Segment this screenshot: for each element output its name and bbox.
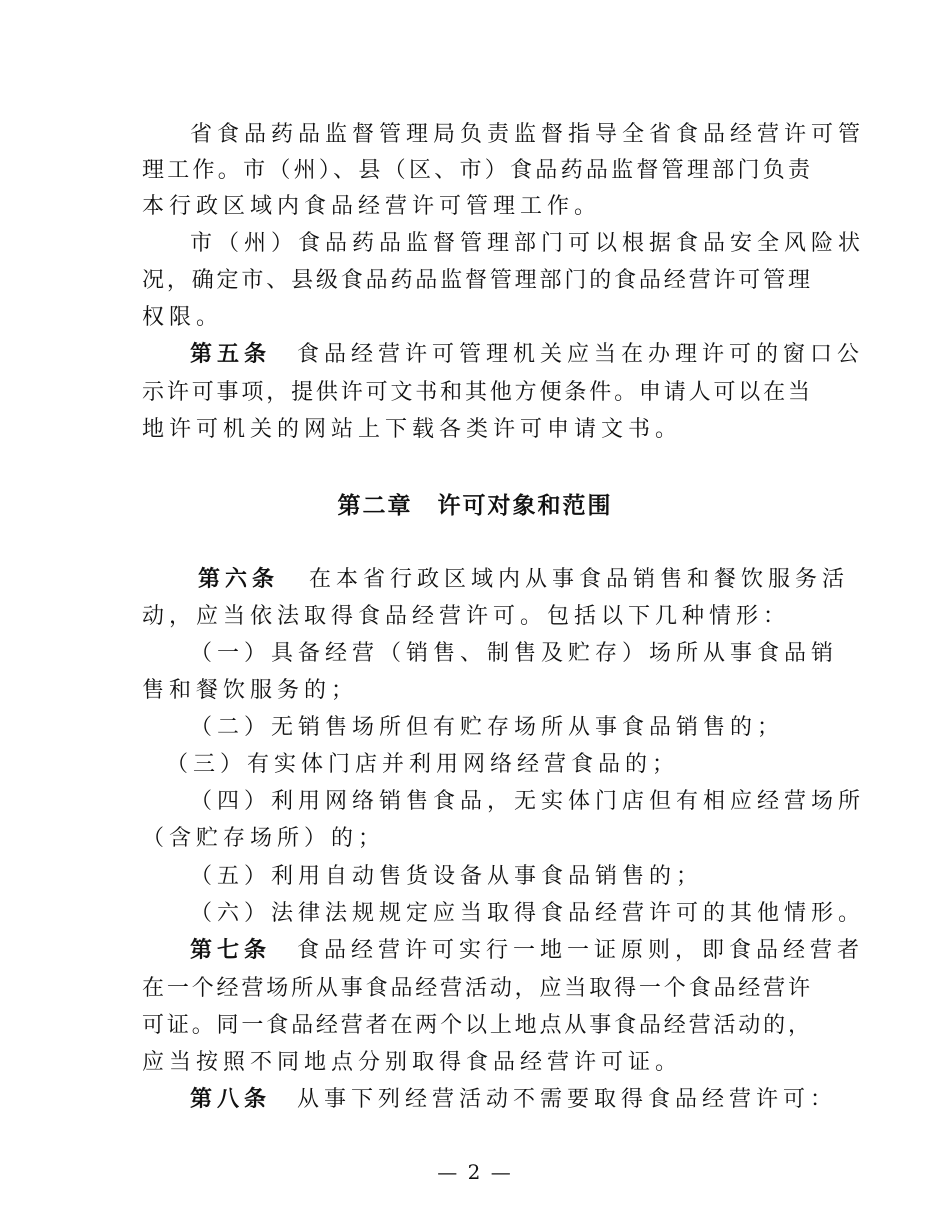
text-line: 在一个经营场所从事食品经营活动，应当取得一个食品经营许 bbox=[142, 976, 810, 1001]
text-line: 可证。同一食品经营者在两个以上地点从事食品经营活动的， bbox=[142, 1013, 810, 1038]
chapter-heading: 第二章 许可对象和范围 bbox=[337, 493, 613, 519]
text-span: 食品经营许可实行一地一证原则，即食品经营者 bbox=[297, 938, 865, 963]
text-span: 在本省行政区域内从事食品销售和餐饮服务活 bbox=[309, 567, 850, 592]
text-line: 示许可事项，提供许可文书和其他方便条件。申请人可以在当 bbox=[142, 380, 810, 405]
article-8-line bbox=[190, 1087, 837, 1113]
list-item: （四）利用网络销售食品，无实体门店但有相应经营场所 bbox=[190, 789, 866, 814]
article-label: 第八条 bbox=[190, 1087, 272, 1112]
list-item: （含贮存场所）的； bbox=[142, 826, 386, 851]
text-span: 食品经营许可管理机关应当在办理许可的窗口公 bbox=[297, 342, 865, 367]
list-item: （三）有实体门店并利用网络经营食品的； bbox=[166, 752, 680, 777]
article-6-line bbox=[198, 567, 849, 593]
list-item: 售和餐饮服务的； bbox=[142, 678, 359, 703]
page-number: — 2 — bbox=[437, 1160, 513, 1184]
article-label: 第五条 bbox=[190, 342, 272, 367]
text-line: 权限。 bbox=[142, 305, 224, 330]
text-line: 动，应当依法取得食品经营许可。包括以下几种情形： bbox=[142, 604, 791, 629]
text-line: 地许可机关的网站上下载各类许可申请文书。 bbox=[142, 417, 683, 442]
text-line: 理工作。市（州）、县（区、市）食品药品监督管理部门负责 bbox=[142, 158, 810, 183]
article-5-line bbox=[190, 342, 864, 368]
text-line: 市（州）食品药品监督管理部门可以根据食品安全风险状 bbox=[190, 231, 866, 256]
list-item: （二）无销售场所但有贮存场所从事食品销售的； bbox=[190, 715, 785, 740]
article-label: 第七条 bbox=[190, 938, 272, 963]
article-label: 第六条 bbox=[198, 567, 280, 592]
list-item: （五）利用自动售货设备从事食品销售的； bbox=[190, 864, 704, 889]
list-item: （一）具备经营（销售、制售及贮存）场所从事食品销 bbox=[190, 641, 839, 666]
text-line: 应当按照不同地点分别取得食品经营许可证。 bbox=[142, 1050, 683, 1075]
text-line: 况，确定市、县级食品药品监督管理部门的食品经营许可管理 bbox=[142, 268, 810, 293]
list-item: （六）法律法规规定应当取得食品经营许可的其他情形。 bbox=[190, 901, 866, 926]
text-span: 从事下列经营活动不需要取得食品经营许可： bbox=[297, 1087, 838, 1112]
text-line: 省食品药品监督管理局负责监督指导全省食品经营许可管 bbox=[190, 122, 866, 147]
text-line: 本行政区域内食品经营许可管理工作。 bbox=[142, 194, 602, 219]
article-7-line bbox=[190, 938, 864, 964]
